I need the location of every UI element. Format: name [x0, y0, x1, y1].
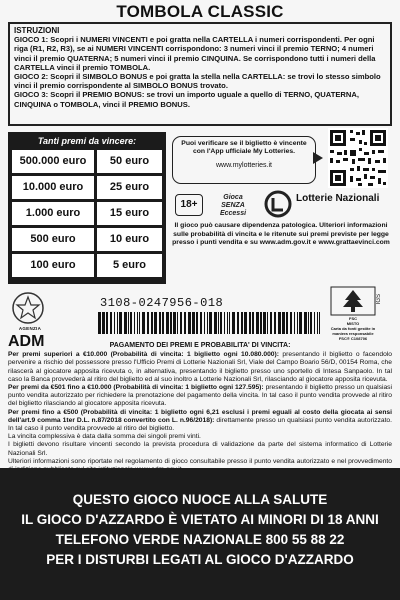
qr-code: [328, 128, 388, 188]
prize-row: [12, 176, 162, 199]
prize-value: 25 euro: [97, 176, 162, 199]
prize-row: [12, 202, 162, 225]
banner-line: TELEFONO VERDE NAZIONALE 800 55 88 22: [55, 532, 345, 547]
banner-line: PER I DISTURBI LEGATI AL GIOCO D'AZZARDO: [46, 552, 354, 567]
instructions-heading: ISTRUZIONI: [14, 26, 60, 35]
verify-box: [172, 136, 316, 184]
arrow-right-icon: [313, 152, 323, 164]
lotterie-nazionali-icon: [264, 190, 292, 218]
payment-bold: Per premi superiori a €10.000 (Probabilità di vincita: 1 biglietto ogni 10.080.000):: [8, 351, 279, 359]
lotterie-nazionali-logo: [264, 190, 384, 218]
prize-value: 5 euro: [97, 254, 162, 277]
payment-text: presentando il biglietto presso un qualsiasi punto vendita autorizzato per richiedere la prenotazione del pagamento della vincita. In tal caso il punto vendita provvede al ritiro del biglietto rilasciando al giocatore apposita ricevuta.: [8, 384, 393, 408]
adm-logo: ADM: [8, 333, 45, 350]
fsc-tree-icon: [330, 286, 376, 316]
prize-value: 50 euro: [97, 150, 162, 173]
fsc-code: FSC® C108706: [338, 336, 368, 341]
side-code: IGS: [376, 294, 382, 305]
payment-paragraph: [8, 409, 392, 434]
ticket-code: 3108-0247956-018: [100, 296, 224, 310]
prize-value: 10.000 euro: [12, 176, 94, 199]
prize-value: 10 euro: [97, 228, 162, 251]
payment-text: direttamente presso un qualsiasi punto vendita autorizzato. In tal caso il punto vendita provvede al ritiro del biglietto.: [8, 416, 393, 433]
prize-value: 100 euro: [12, 254, 94, 277]
prize-table: [8, 132, 166, 284]
instructions-game3: GIOCO 3: Scopri il PREMIO BONUS: se trovi un importo uguale a quello di TERNO, QUATERNA, CINQUINA o TOMBOLA, vinci il PREMIO BONUS.: [14, 90, 359, 109]
prize-row: [12, 254, 162, 277]
payment-paragraph: La vincita complessiva è data dalla somma dei singoli premi vinti.: [8, 433, 201, 441]
fsc-label: FSC: [349, 316, 357, 321]
verify-text: Puoi verificare se il biglietto è vincente con l'App ufficiale My Lotteries.: [181, 140, 307, 155]
verify-url: www.mylotteries.it: [215, 162, 272, 169]
prize-row: [12, 228, 162, 251]
lotterie-nazionali-text: Lotterie Nazionali: [296, 193, 380, 204]
prize-value: 500 euro: [12, 228, 94, 251]
payment-paragraph: Ulteriori informazioni sono riportate nel regolamento di gioco consultabile presso il punto vendita autorizzato e nel provvedimento: [8, 457, 392, 465]
payment-paragraph: [8, 351, 392, 384]
agency-label: AGENZIA: [18, 326, 42, 331]
instructions-game2: GIOCO 2: Scopri il SIMBOLO BONUS e poi gratta la stella nella CARTELLA: se trovi lo stesso simbolo vinci il premio corrispondente al SIMBOLO BONUS trovato.: [14, 72, 381, 91]
prize-table-heading: Tanti premi da vincere:: [37, 136, 137, 146]
fsc-logo: [330, 286, 376, 342]
instructions-box: [8, 22, 392, 126]
fsc-misto: MISTO: [346, 321, 360, 326]
banner-line: QUESTO GIOCO NUOCE ALLA SALUTE: [72, 492, 328, 507]
payment-paragraph: [8, 384, 392, 409]
prize-row: [12, 150, 162, 173]
payment-paragraph: I biglietti devono risultare vincenti secondo la prevista procedura di validazione da parte del sistema informatico di Lotterie Nazionali Srl.: [8, 441, 392, 457]
svg-text:Eccessi: Eccessi: [219, 210, 247, 217]
payment-bold: Per premi fino a €500 (Probabilità di vincita: 1 biglietto ogni 6,21 esclusi i premi eguali al costo della giocata ai sensi dell'art.9 comma 1ter D.L. n.87/2018 convertito con L. n.96/2018):: [8, 408, 392, 424]
payment-bold: Per premi da €501 fino a €10.000 (Probabilità di vincita: 1 biglietto ogni 127.595):: [8, 384, 264, 392]
svg-text:SENZA: SENZA: [221, 202, 245, 209]
payment-text: presentando il biglietto o facendolo pervenire a rischio del possessore presso l'Ufficio Premi di Lotterie Nazionali Srl, Viale del Campo Boario 56/D, 00154 Roma, che rilascerà al giocatore apposita ricevuta o, in alternativa, presentando il biglietto presso uno sportello di Intesa Sanpaolo. In tal caso la Banca provvederà al ritiro del biglietto ed al suo inoltro a Lotterie Nazionali Srl, rilasciando al giocatore apposita ricevuta.: [8, 351, 392, 383]
health-warning-banner: [0, 468, 400, 600]
instructions-game1: GIOCO 1: Scopri i NUMERI VINCENTI e poi gratta nella CARTELLA i numeri corrispondenti. Per ogni riga (R1, R2, R3), se ai NUMERI VINCENTI corrispondono: 3 numeri vinci il premio TERNO; 4 numeri vinci il premio QUATERNA; 5 numeri vinci il premio CINQUINA. Se corrispondono tutti i numeri della CARTELLA vinci il premio TOMBOLA.: [14, 35, 376, 72]
fsc-sub: Carta da fonti gestite in maniera responsabile: [330, 326, 376, 336]
age-restriction-badge: 18+: [175, 194, 203, 216]
prize-value: 1.000 euro: [12, 202, 94, 225]
gioca-senza-eccessi-logo: [214, 190, 252, 218]
payment-info: [8, 342, 392, 474]
prize-value: 500.000 euro: [12, 150, 94, 173]
italian-emblem-icon: [10, 290, 46, 326]
barcode: [98, 312, 324, 334]
addiction-warning: Il gioco può causare dipendenza patologica. Ulteriori informazioni sulle probabilità di vincita e le ritenute sui premi previste per legge presso i punti vendita e su www.adm.gov.it e www.grattaevinci.com: [172, 222, 390, 247]
page-title: TOMBOLA CLASSIC: [116, 2, 284, 21]
payment-heading: PAGAMENTO DEI PREMI E PROBABILITA' DI VINCITA:: [109, 342, 291, 349]
prize-value: 15 euro: [97, 202, 162, 225]
banner-line: IL GIOCO D'AZZARDO È VIETATO AI MINORI DI 18 ANNI: [21, 512, 379, 527]
gioca-senza-eccessi-text: Gioca: [223, 194, 243, 201]
